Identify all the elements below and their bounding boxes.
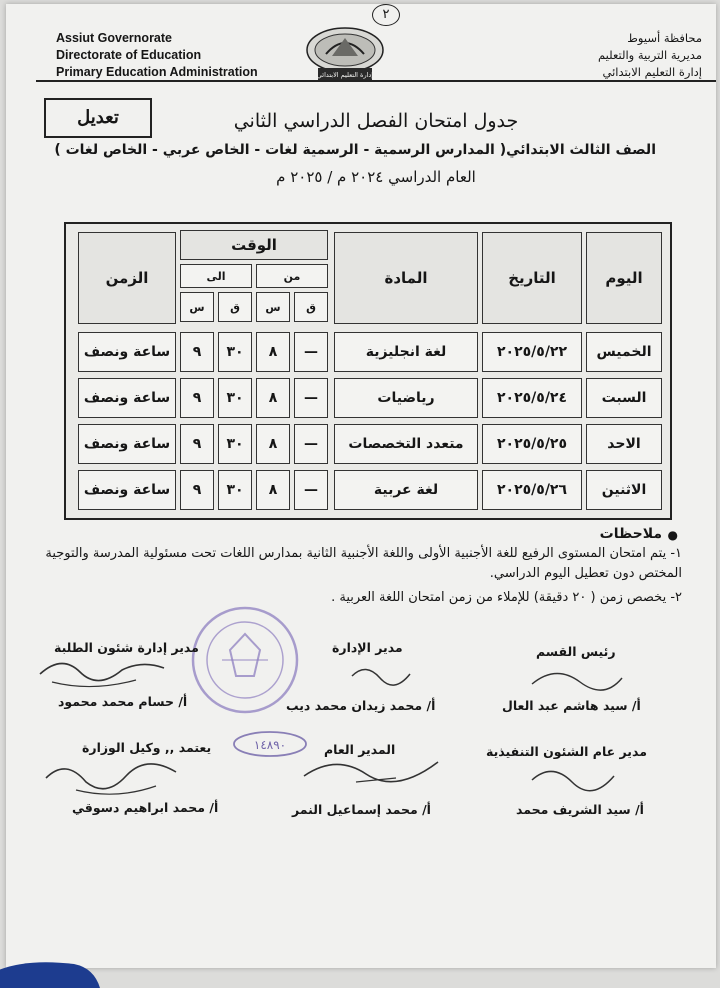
header-date: التاريخ [482, 232, 582, 324]
row2-to-minute: ٣٠ [218, 378, 252, 418]
row3-to-minute: ٣٠ [218, 424, 252, 464]
row3-subject: متعدد التخصصات [334, 424, 478, 464]
row2-subject: رياضيات [334, 378, 478, 418]
note-item-2: ٢- يخصص زمن ( ٢٠ دقيقة) للإملاء من زمن امتحان اللغة العربية . [331, 590, 682, 605]
row3-from-hour: ٨ [256, 424, 290, 464]
signature-scribble-icon [526, 660, 626, 696]
header-arabic [598, 30, 702, 81]
signature-scribble-icon [36, 748, 186, 800]
signature-scribble-icon [522, 756, 622, 796]
row1-date: ٢٠٢٥/٥/٢٢ [482, 332, 582, 372]
row1-subject: لغة انجليزية [334, 332, 478, 372]
header-divider [36, 80, 716, 82]
signature-scribble-icon [32, 652, 172, 692]
amendment-label: تعديل [44, 98, 152, 138]
sig-title-general-director: المدير العام [324, 742, 396, 757]
row2-from-hour: ٨ [256, 378, 290, 418]
stamp-number: ١٤٨٩٠ [253, 738, 287, 752]
header-to-minute: ق [218, 292, 252, 322]
header-ar-governorate: محافظة أسيوط [627, 31, 702, 45]
header-english [56, 30, 258, 81]
notes-bullet-icon: ● [667, 528, 678, 542]
row2-to-hour: ٩ [180, 378, 214, 418]
document-subtitle: الصف الثالث الابتدائي( المدارس الرسمية - الرسمية لغات - الخاص عربي - الخاص لغات ) [54, 142, 656, 158]
row4-from-hour: ٨ [256, 470, 290, 510]
header-from: من [256, 264, 328, 288]
header-from-hour: س [256, 292, 290, 322]
row1-from-minute: — [294, 332, 328, 372]
header-duration: الزمن [78, 232, 176, 324]
sig-name-undersecretary: أ/ محمد ابراهيم دسوقي [72, 800, 219, 815]
exam-schedule-table [64, 222, 672, 520]
row4-day: الاثنين [586, 470, 662, 510]
row3-to-hour: ٩ [180, 424, 214, 464]
sig-name-head-of-section: أ/ سيد هاشم عبد العال [502, 698, 641, 713]
sig-title-undersecretary: يعتمد ,, وكيل الوزارة [82, 740, 212, 755]
logo-text: إدارة التعليم الابتدائي [316, 71, 374, 79]
sig-title-executive-affairs-director: مدير عام الشئون التنفيذية [486, 744, 647, 759]
header-to-hour: س [180, 292, 214, 322]
sig-name-student-affairs-director: أ/ حسام محمد محمود [58, 694, 188, 709]
notes-title: ملاحظات [599, 526, 662, 542]
row2-duration: ساعة ونصف [78, 378, 176, 418]
row3-day: الاحد [586, 424, 662, 464]
header-from-minute: ق [294, 292, 328, 322]
header-ar-administration: إدارة التعليم الابتدائي [602, 65, 702, 79]
sig-name-administration-director: أ/ محمد زيدان محمد ديب [286, 698, 436, 713]
header-day: اليوم [586, 232, 662, 324]
row4-duration: ساعة ونصف [78, 470, 176, 510]
row2-day: السبت [586, 378, 662, 418]
row1-to-minute: ٣٠ [218, 332, 252, 372]
row4-date: ٢٠٢٥/٥/٢٦ [482, 470, 582, 510]
ministry-logo [304, 24, 386, 82]
signature-scribble-icon [346, 658, 416, 694]
row1-from-hour: ٨ [256, 332, 290, 372]
document-title: جدول امتحان الفصل الدراسي الثاني [233, 110, 519, 132]
note-item-1: ١- يتم امتحان المستوى الرفيع للغة الأجنبية الأولى واللغة الأجنبية الثانية بمدارس اللغات تحت مسئولية المدرسة والتوجية المختص دون تعطيل اليوم الدراسي. [45, 546, 682, 581]
school-year: العام الدراسي ٢٠٢٤ م / ٢٠٢٥ م [276, 168, 476, 186]
header-en-administration: Primary Education Administration [56, 65, 258, 79]
row1-duration: ساعة ونصف [78, 332, 176, 372]
row3-date: ٢٠٢٥/٥/٢٥ [482, 424, 582, 464]
header-en-governorate: Assiut Governorate [56, 31, 173, 45]
sig-name-executive-affairs-director: أ/ سيد الشريف محمد [516, 802, 644, 817]
sig-title-head-of-section: رئيس القسم [536, 644, 616, 659]
row3-duration: ساعة ونصف [78, 424, 176, 464]
header-time: الوقت [180, 230, 328, 260]
row3-from-minute: — [294, 424, 328, 464]
row2-date: ٢٠٢٥/٥/٢٤ [482, 378, 582, 418]
document-page [6, 4, 716, 968]
header-en-directorate: Directorate of Education [56, 48, 202, 62]
header-subject: المادة [334, 232, 478, 324]
corner-shape-icon [0, 958, 104, 988]
header-to: الى [180, 264, 252, 288]
sig-name-general-director: أ/ محمد إسماعيل النمر [292, 802, 431, 817]
signature-scribble-icon [296, 748, 446, 790]
row4-to-minute: ٣٠ [218, 470, 252, 510]
sig-title-administration-director: مدير الإدارة [332, 640, 403, 655]
header-ar-directorate: مديرية التربية والتعليم [598, 48, 702, 62]
row4-from-minute: — [294, 470, 328, 510]
row4-to-hour: ٩ [180, 470, 214, 510]
row2-from-minute: — [294, 378, 328, 418]
row4-subject: لغة عربية [334, 470, 478, 510]
row1-to-hour: ٩ [180, 332, 214, 372]
row1-day: الخميس [586, 332, 662, 372]
page-number: ٢ [372, 4, 400, 26]
sig-title-student-affairs-director: مدير إدارة شئون الطلبة [54, 640, 199, 655]
